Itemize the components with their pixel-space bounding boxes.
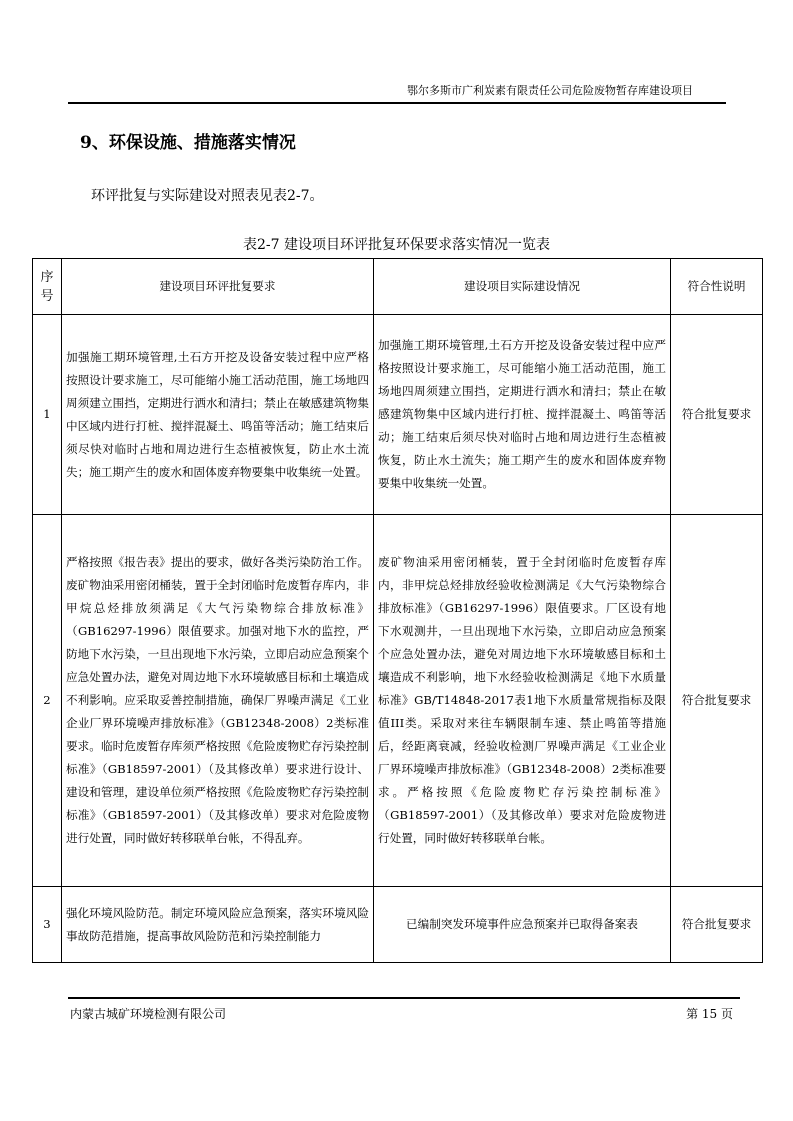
- row-actual: 加强施工期环境管理,土石方开挖及设备安装过程中应严格按照设计要求施工，尽可能缩小施工活动范围，施工场地四周须建立围挡，定期进行洒水和清扫；禁止在敏感建筑物集中区域内进行打桩、搅拌混凝土、鸣笛等活动；施工结束后须尽快对临时占地和周边进行生态植被恢复，防止水土流失；施工期产生的废水和固体废弃物要集中收集统一处置。: [374, 315, 671, 515]
- header-no: 序号: [33, 259, 62, 315]
- compliance-table: [32, 258, 763, 963]
- row-compliance: 符合批复要求: [671, 315, 763, 515]
- row-compliance: 符合批复要求: [671, 515, 763, 887]
- footer-company: 内蒙古城矿环境检测有限公司: [70, 1007, 227, 1021]
- table-row: [33, 887, 763, 963]
- row-actual: 废矿物油采用密闭桶装，置于全封闭临时危废暂存库内，非甲烷总烃排放经验收检测满足《大气污染物综合排放标准》（GB16297-1996）限值要求。厂区设有地下水观测井，一旦出现地下水污染，立即启动应急预案个应急处置办法，避免对周边地下水环境敏感目标和土壤造成不利影响，地下水经验收检测满足《地下水质量标准》GB/T14848-2017表1地下水质量常规指标及限值III类。采取对来往车辆限制车速、禁止鸣笛等措施后，经距离衰减，经验收检测厂界噪声满足《工业企业厂界环境噪声排放标准》（GB12348-2008）2类标准要求。严格按照《危险废物贮存污染控制标准》（GB18597-2001）（及其修改单）要求对危险废物进行处置，同时做好转移联单台帐。: [374, 515, 671, 887]
- header-divider: [68, 102, 726, 104]
- row-requirement: 严格按照《报告表》提出的要求，做好各类污染防治工作。废矿物油采用密闭桶装，置于全封闭临时危废暂存库内，非甲烷总烃排放须满足《大气污染物综合排放标准》（GB16297-1996）限值要求。加强对地下水的监控，严防地下水污染，一旦出现地下水污染，立即启动应急预案个应急处置办法，避免对周边地下水环境敏感目标和土壤造成不利影响。应采取妥善控制措施，确保厂界噪声满足《工业企业厂界环境噪声排放标准》（GB12348-2008）2类标准要求。临时危废暂存库须严格按照《危险废物贮存污染控制标准》（GB18597-2001）（及其修改单）要求进行设计、建设和管理，建设单位须严格按照《危险废物贮存污染控制标准》（GB18597-2001）（及其修改单）要求对危险废物进行处置，同时做好转移联单台帐，不得乱弃。: [62, 515, 374, 887]
- row-no: 2: [33, 515, 62, 887]
- intro-paragraph: 环评批复与实际建设对照表见表2-7。: [91, 188, 324, 204]
- section-title: 9、环保设施、措施落实情况: [80, 133, 296, 153]
- table-caption: 表2-7 建设项目环评批复环保要求落实情况一览表: [243, 237, 550, 253]
- table-row: [33, 515, 763, 887]
- row-compliance: 符合批复要求: [671, 887, 763, 963]
- header-actual: 建设项目实际建设情况: [374, 259, 671, 315]
- row-actual: 已编制突发环境事件应急预案并已取得备案表: [374, 887, 671, 963]
- header-requirement: 建设项目环评批复要求: [62, 259, 374, 315]
- header-compliance: 符合性说明: [671, 259, 763, 315]
- header-project-title: 鄂尔多斯市广利炭素有限责任公司危险废物暂存库建设项目: [407, 84, 693, 97]
- row-no: 1: [33, 315, 62, 515]
- footer-page-number: 第 15 页: [686, 1007, 733, 1021]
- footer-divider: [68, 997, 740, 999]
- row-requirement: 强化环境风险防范。制定环境风险应急预案，落实环境风险事故防范措施，提高事故风险防范和污染控制能力: [62, 887, 374, 963]
- table-header-row: [33, 259, 763, 315]
- row-requirement: 加强施工期环境管理,土石方开挖及设备安装过程中应严格按照设计要求施工，尽可能缩小施工活动范围，施工场地四周须建立围挡，定期进行洒水和清扫；禁止在敏感建筑物集中区域内进行打桩、搅拌混凝土、鸣笛等活动；施工结束后须尽快对临时占地和周边进行生态植被恢复，防止水土流失；施工期产生的废水和固体废弃物要集中收集统一处置。: [62, 315, 374, 515]
- table-row: [33, 315, 763, 515]
- row-no: 3: [33, 887, 62, 963]
